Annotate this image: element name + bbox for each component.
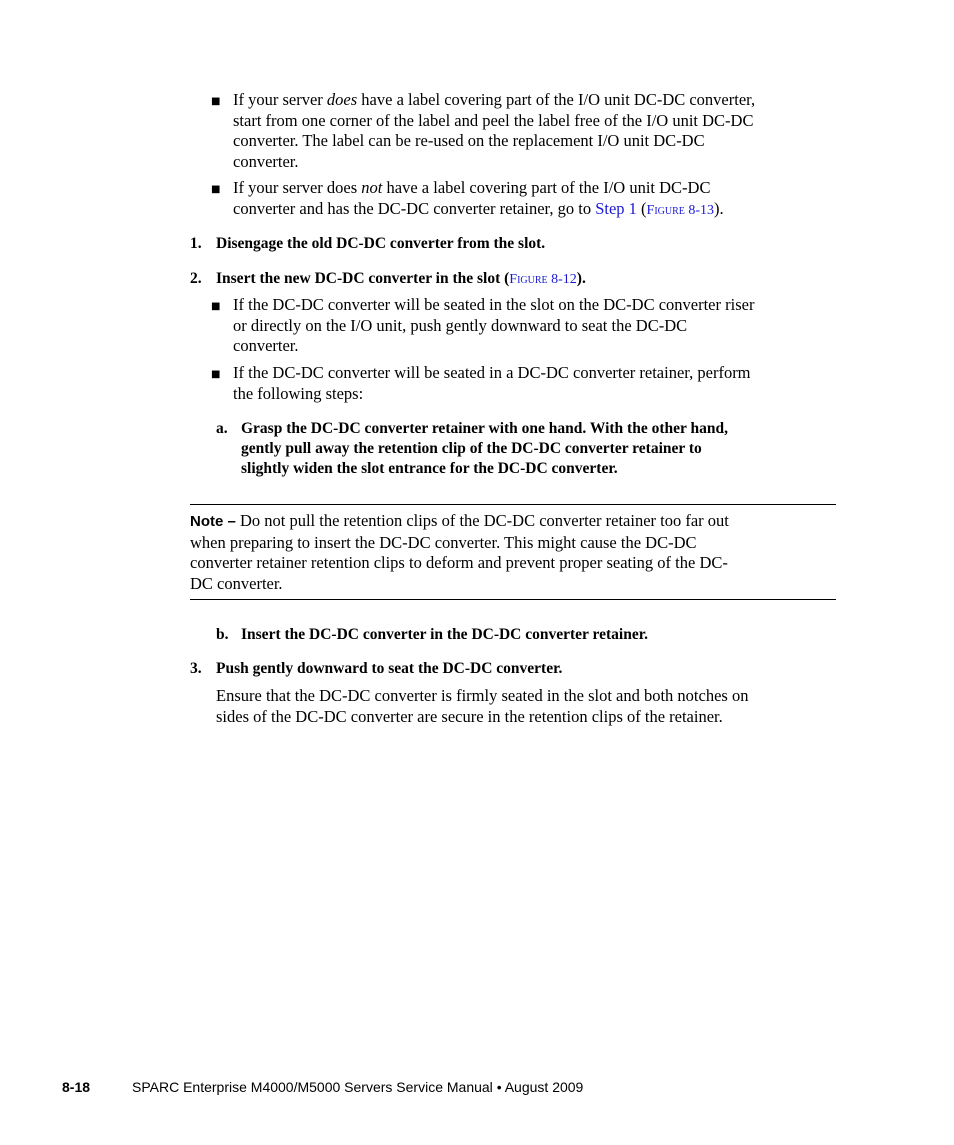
step-1-text: Disengage the old DC-DC converter from the slot. [216, 235, 546, 252]
text-run: ). [576, 270, 586, 287]
figure-8-13-link[interactable]: Figure 8-13 [646, 202, 715, 218]
bullet-item-label-removal [233, 90, 843, 172]
text-line: If the DC-DC converter will be seated in a DC-DC converter retainer, perform [233, 363, 751, 382]
substep-b-text: Insert the DC-DC converter in the DC-DC converter retainer. [241, 626, 649, 643]
emphasis-text: does [326, 90, 358, 109]
figure-8-12-link[interactable]: Figure 8-12 [509, 272, 577, 287]
note-top-rule [190, 504, 836, 505]
text-line: converter. [233, 336, 299, 355]
step-1-link[interactable]: Step 1 [595, 198, 637, 218]
text-line: Grasp the DC-DC converter retainer with one hand. With the other hand, [241, 420, 728, 437]
bullet-item-retainer-seating [233, 363, 843, 404]
text-line [233, 178, 843, 199]
footer-separator: • [496, 1079, 502, 1095]
bullet-marker: ■ [211, 96, 221, 107]
note-block [190, 511, 836, 594]
footer-date: August 2009 [504, 1079, 584, 1095]
bullet-item-slot-seating [233, 295, 843, 357]
step-2-text [216, 269, 586, 290]
substep-b-number: b. [216, 626, 229, 643]
step-3-number: 3. [190, 660, 202, 677]
text-line: Ensure that the DC-DC converter is firmly seated in the slot and both notches on [216, 686, 749, 705]
substep-a-text [241, 419, 841, 479]
text-line: converter retainer retention clips to deform and prevent proper seating of the DC- [190, 553, 728, 572]
text-run: Insert the new DC-DC converter in the slot ( [216, 270, 510, 287]
text-line: slightly widen the slot entrance for the DC-DC converter. [241, 460, 618, 477]
text-line [190, 511, 836, 533]
footer-text [132, 1078, 583, 1096]
text-line: when preparing to insert the DC-DC converter. This might cause the DC-DC [190, 532, 697, 552]
text-run: converter and has the DC-DC converter retainer, go to [233, 198, 596, 218]
text-run: ). [714, 198, 724, 218]
text-run: ( [636, 198, 647, 218]
text-line: converter. The label can be re-used on the replacement I/O unit DC-DC [233, 131, 705, 150]
text-line [233, 199, 843, 222]
text-line: converter. [233, 151, 299, 171]
footer-title: SPARC Enterprise M4000/M5000 Servers Service Manual [132, 1079, 493, 1095]
emphasis-text: not [361, 178, 383, 197]
text-line: or directly on the I/O unit, push gently downward to seat the DC-DC [233, 315, 688, 335]
text-run: Do not pull the retention clips of the DC-DC converter retainer too far out [235, 511, 729, 530]
substep-a-number: a. [216, 420, 228, 437]
page-number: 8-18 [62, 1079, 91, 1095]
text-run: If your server does [233, 178, 362, 197]
text-line: gently pull away the retention clip of the DC-DC converter retainer to [241, 440, 702, 457]
text-line: sides of the DC-DC converter are secure in the retention clips of the retainer. [216, 706, 723, 726]
text-line: DC converter. [190, 573, 283, 593]
text-run: If your server [233, 90, 327, 109]
bullet-marker: ■ [211, 184, 221, 195]
note-bottom-rule [190, 599, 836, 600]
text-line: If the DC-DC converter will be seated in the slot on the DC-DC converter riser [233, 295, 755, 314]
bullet-marker: ■ [211, 369, 221, 380]
step-3-text: Push gently downward to seat the DC-DC converter. [216, 660, 563, 677]
note-label: Note – [190, 513, 236, 530]
text-line [233, 90, 843, 111]
text-run: have a label covering part of the I/O unit DC-DC [382, 178, 711, 197]
text-run: have a label covering part of the I/O unit DC-DC converter, [357, 90, 756, 109]
bullet-marker: ■ [211, 301, 221, 312]
text-line: the following steps: [233, 383, 364, 403]
step-1-number: 1. [190, 235, 202, 252]
step-3-body [216, 686, 846, 727]
bullet-item-no-label [233, 178, 843, 221]
text-line: start from one corner of the label and peel the label free of the I/O unit DC-DC [233, 110, 754, 130]
step-2-number: 2. [190, 270, 202, 287]
